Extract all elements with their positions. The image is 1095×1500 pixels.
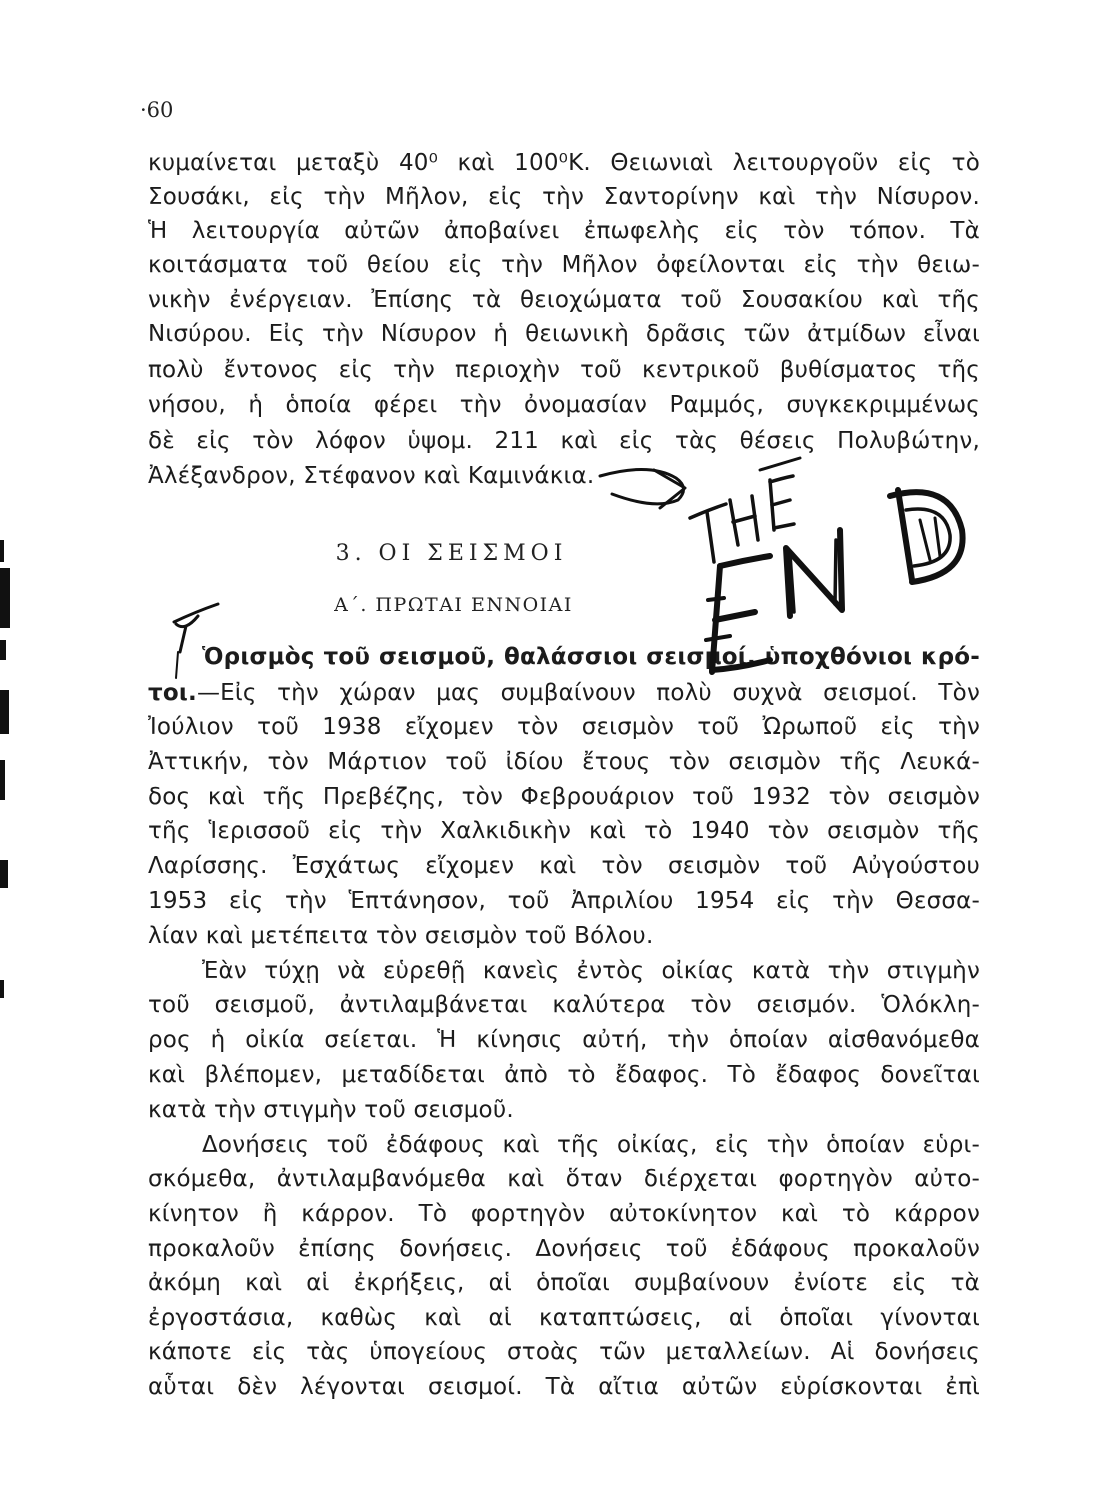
text-line: νικὴν ἐνέργειαν. Ἐπίσης τὰ θειοχώματα τοῦ Σουσακίου καὶ τῆς — [148, 287, 980, 313]
text-line: καὶ βλέπομεν, μεταδίδεται ἀπὸ τὸ ἔδαφος. Τὸ ἔδαφος δονεῖται — [148, 1062, 980, 1088]
scan-edge-mark — [0, 760, 5, 800]
page-number: ·60 — [140, 98, 174, 122]
text-line — [148, 682, 980, 705]
text-line: κοιτάσματα τοῦ θείου εἰς τὴν Μῆλον ὀφείλονται εἰς τὴν θειω- — [148, 252, 980, 278]
text-line: 1953 εἰς τὴν Ἑπτάνησον, τοῦ Ἀπριλίου 1954 εἰς τὴν Θεσσα- — [148, 888, 980, 914]
text-line: προκαλοῦν ἐπίσης δονήσεις. Δονήσεις τοῦ ἐδάφους προκαλοῦν — [148, 1236, 980, 1262]
scan-edge-mark — [0, 568, 10, 628]
text-line: Ἀττικήν, τὸν Μάρτιον τοῦ ἰδίου ἔτους τὸν σεισμὸν τῆς Λευκά- — [148, 749, 980, 775]
text-line: αὗται δὲν λέγονται σεισμοί. Τὰ αἴτια αὐτῶν εὑρίσκονται ἐπὶ — [148, 1374, 980, 1400]
scan-edge-mark — [0, 640, 6, 660]
text-line: Δονήσεις τοῦ ἐδάφους καὶ τῆς οἰκίας, εἰς τὴν ὁποίαν εὑρι- — [202, 1132, 980, 1158]
text-line: Ἡ λειτουργία αὐτῶν ἀποβαίνει ἐπωφελὴς εἰς τὸν τόπον. Τὰ — [148, 218, 980, 244]
text-line: κατὰ τὴν στιγμὴν τοῦ σεισμοῦ. — [148, 1097, 514, 1123]
text-line: τῆς Ἱερισσοῦ εἰς τὴν Χαλκιδικὴν καὶ τὸ 1940 τὸν σεισμὸν τῆς — [148, 818, 980, 844]
text-line: Σουσάκι, εἰς τὴν Μῆλον, εἰς τὴν Σαντορίνην καὶ τὴν Νίσυρον. — [148, 184, 980, 210]
scan-edge-mark — [0, 540, 4, 562]
scan-edge-mark — [0, 690, 9, 734]
definition-line — [202, 646, 980, 669]
text-line: νήσου, ἡ ὁποία φέρει τὴν ὀνομασίαν Ραμμός, συγκεκριμμένως — [148, 392, 980, 418]
text-line: Λαρίσσης. Ἐσχάτως εἴχομεν καὶ τὸν σεισμὸν τοῦ Αὐγούστου — [148, 853, 980, 879]
text-line: Ἐὰν τύχῃ νὰ εὑρεθῇ κανεὶς ἐντὸς οἰκίας κατὰ τὴν στιγμὴν — [202, 958, 980, 984]
scan-edge-mark — [0, 860, 8, 888]
scan-edge-mark — [0, 980, 4, 998]
text-line: ἐργοστάσια, καθὼς καὶ αἱ καταπτώσεις, αἱ ὁποῖαι γίνονται — [148, 1305, 980, 1331]
text-line: Ἀλέξανδρον, Στέφανον καὶ Καμινάκια. — [148, 463, 595, 489]
text-line: κυμαίνεται μεταξὺ 40⁰ καὶ 100⁰K. Θειωνιαὶ λειτουργοῦν εἰς τὸ — [148, 150, 980, 176]
definition-term: Ὁρισμὸς τοῦ σεισμοῦ, θαλάσσιοι σεισμοί, ὑποχθόνιοι κρό- — [202, 644, 980, 670]
text-line: Νισύρου. Εἰς τὴν Νίσυρον ἡ θειωνικὴ δρᾶσις τῶν ἀτμίδων εἶναι — [148, 321, 980, 347]
subsection-heading: Α΄. ΠΡΩΤΑΙ ΕΝΝΟΙΑΙ — [334, 594, 573, 616]
definition-term-end: τοι. — [148, 680, 197, 706]
text-line: δος καὶ τῆς Πρεβέζης, τὸν Φεβρουάριον τοῦ 1932 τὸν σεισμὸν — [148, 784, 980, 810]
text-line: κάποτε εἰς τὰς ὑπογείους στοὰς τῶν μεταλλείων. Αἱ δονήσεις — [148, 1339, 980, 1365]
text-line: ἀκόμη καὶ αἱ ἐκρήξεις, αἱ ὁποῖαι συμβαίνουν ἐνίοτε εἰς τὰ — [148, 1270, 980, 1296]
text-line: δὲ εἰς τὸν λόφον ὑψομ. 211 καὶ εἰς τὰς θέσεις Πολυβώτην, — [148, 428, 980, 454]
text-span: —Εἰς τὴν χώραν μας συμβαίνουν πολὺ συχνὰ σεισμοί. Τὸν — [196, 680, 980, 706]
section-heading: 3. ΟΙ ΣΕΙΣΜΟΙ — [335, 541, 568, 566]
text-line: πολὺ ἔντονος εἰς τὴν περιοχὴν τοῦ κεντρικοῦ βυθίσματος τῆς — [148, 357, 980, 383]
text-line: Ἰούλιον τοῦ 1938 εἴχομεν τὸν σεισμὸν τοῦ Ὠρωποῦ εἰς τὴν — [148, 714, 980, 740]
text-line: τοῦ σεισμοῦ, ἀντιλαμβάνεται καλύτερα τὸν σεισμόν. Ὁλόκλη- — [148, 992, 980, 1018]
text-line: λίαν καὶ μετέπειτα τὸν σεισμὸν τοῦ Βόλου. — [148, 923, 654, 949]
text-line: ρος ἡ οἰκία σείεται. Ἡ κίνησις αὐτή, τὴν ὁποίαν αἰσθανόμεθα — [148, 1027, 980, 1053]
text-line: σκόμεθα, ἀντιλαμβανόμεθα καὶ ὅταν διέρχεται φορτηγὸν αὐτο- — [148, 1166, 980, 1192]
text-line: κίνητον ἢ κάρρον. Τὸ φορτηγὸν αὐτοκίνητον καὶ τὸ κάρρον — [148, 1201, 980, 1227]
